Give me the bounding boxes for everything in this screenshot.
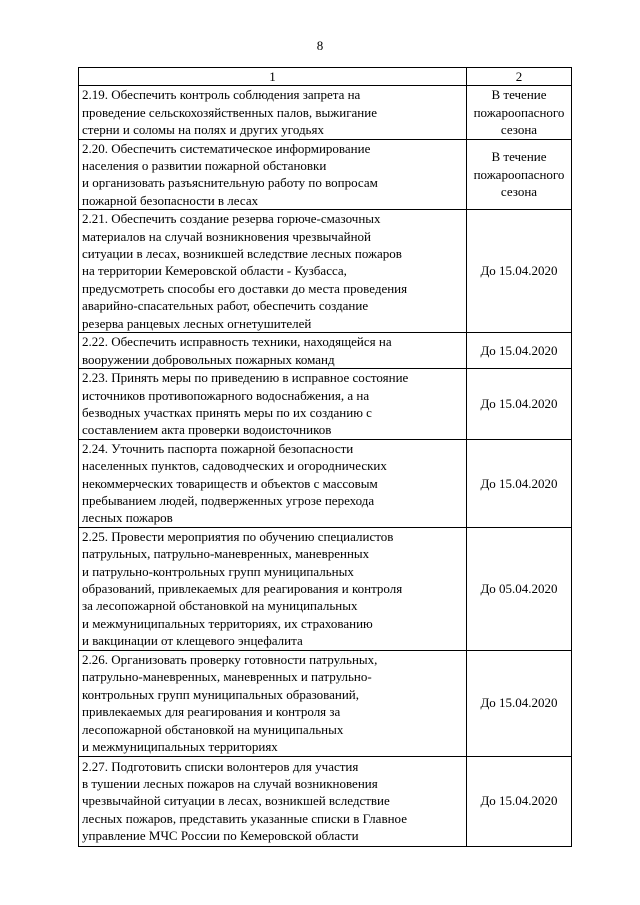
column-header-2: 2: [467, 68, 572, 86]
column-header-1: 1: [79, 68, 467, 86]
task-cell: 2.21. Обеспечить создание резерва горюче-смазочных материалов на случай возникновения чрезвычайной ситуации в лесах, возникшей вследствие лесных пожаров на территории Кемеровской области - Кузбасса, предусмотреть способы его доставки до места проведения аварийно-спасательных работ, обеспечить создание резерва ранцевых лесных огнетушителей: [79, 210, 467, 333]
task-cell: 2.20. Обеспечить систематическое информирование населения о развитии пожарной обстановки и организовать разъяснительную работу по вопросам пожарной безопасности в лесах: [79, 139, 467, 210]
measures-table: [78, 67, 572, 847]
table-row: [79, 439, 572, 527]
table-row: [79, 139, 572, 210]
table-row: [79, 369, 572, 440]
task-cell: 2.19. Обеспечить контроль соблюдения запрета на проведение сельскохозяйственных палов, выжигание стерни и соломы на полях и других угодьях: [79, 86, 467, 139]
task-cell: 2.26. Организовать проверку готовности патрульных, патрульно-маневренных, маневренных и патрульно- контрольных групп муниципальных образований, привлекаемых для реагирования и контроля за лесопожарной обстановкой на муниципальных и межмуниципальных территориях: [79, 650, 467, 756]
table-row: [79, 210, 572, 333]
deadline-cell: До 15.04.2020: [467, 439, 572, 527]
table-row: [79, 86, 572, 139]
deadline-cell: До 15.04.2020: [467, 333, 572, 369]
table-header-row: [79, 68, 572, 86]
table-row: [79, 527, 572, 650]
deadline-cell: До 15.04.2020: [467, 210, 572, 333]
table-row: [79, 333, 572, 369]
deadline-cell: До 15.04.2020: [467, 369, 572, 440]
deadline-cell: В течение пожароопасного сезона: [467, 139, 572, 210]
deadline-cell: До 05.04.2020: [467, 527, 572, 650]
task-cell: 2.22. Обеспечить исправность техники, находящейся на вооружении добровольных пожарных команд: [79, 333, 467, 369]
task-cell: 2.27. Подготовить списки волонтеров для участия в тушении лесных пожаров на случай возникновения чрезвычайной ситуации в лесах, возникшей вследствие лесных пожаров, представить указанные списки в Главное управление МЧС России по Кемеровской области: [79, 756, 467, 846]
deadline-cell: До 15.04.2020: [467, 650, 572, 756]
task-cell: 2.25. Провести мероприятия по обучению специалистов патрульных, патрульно-маневренных, маневренных и патрульно-контрольных групп муниципальных образований, привлекаемых для реагирования и контроля за лесопожарной обстановкой на муниципальных и межмуниципальных территориях, их страхованию и вакцинации от клещевого энцефалита: [79, 527, 467, 650]
task-cell: 2.24. Уточнить паспорта пожарной безопасности населенных пунктов, садоводческих и огороднических некоммерческих товариществ и объектов с массовым пребыванием людей, подверженных угрозе перехода лесных пожаров: [79, 439, 467, 527]
deadline-cell: В течение пожароопасного сезона: [467, 86, 572, 139]
table-row: [79, 650, 572, 756]
task-cell: 2.23. Принять меры по приведению в исправное состояние источников противопожарного водоснабжения, а на безводных участках принять меры по их созданию с составлением акта проверки водоисточников: [79, 369, 467, 440]
deadline-cell: До 15.04.2020: [467, 756, 572, 846]
table-row: [79, 756, 572, 846]
page-number: 8: [316, 38, 324, 53]
